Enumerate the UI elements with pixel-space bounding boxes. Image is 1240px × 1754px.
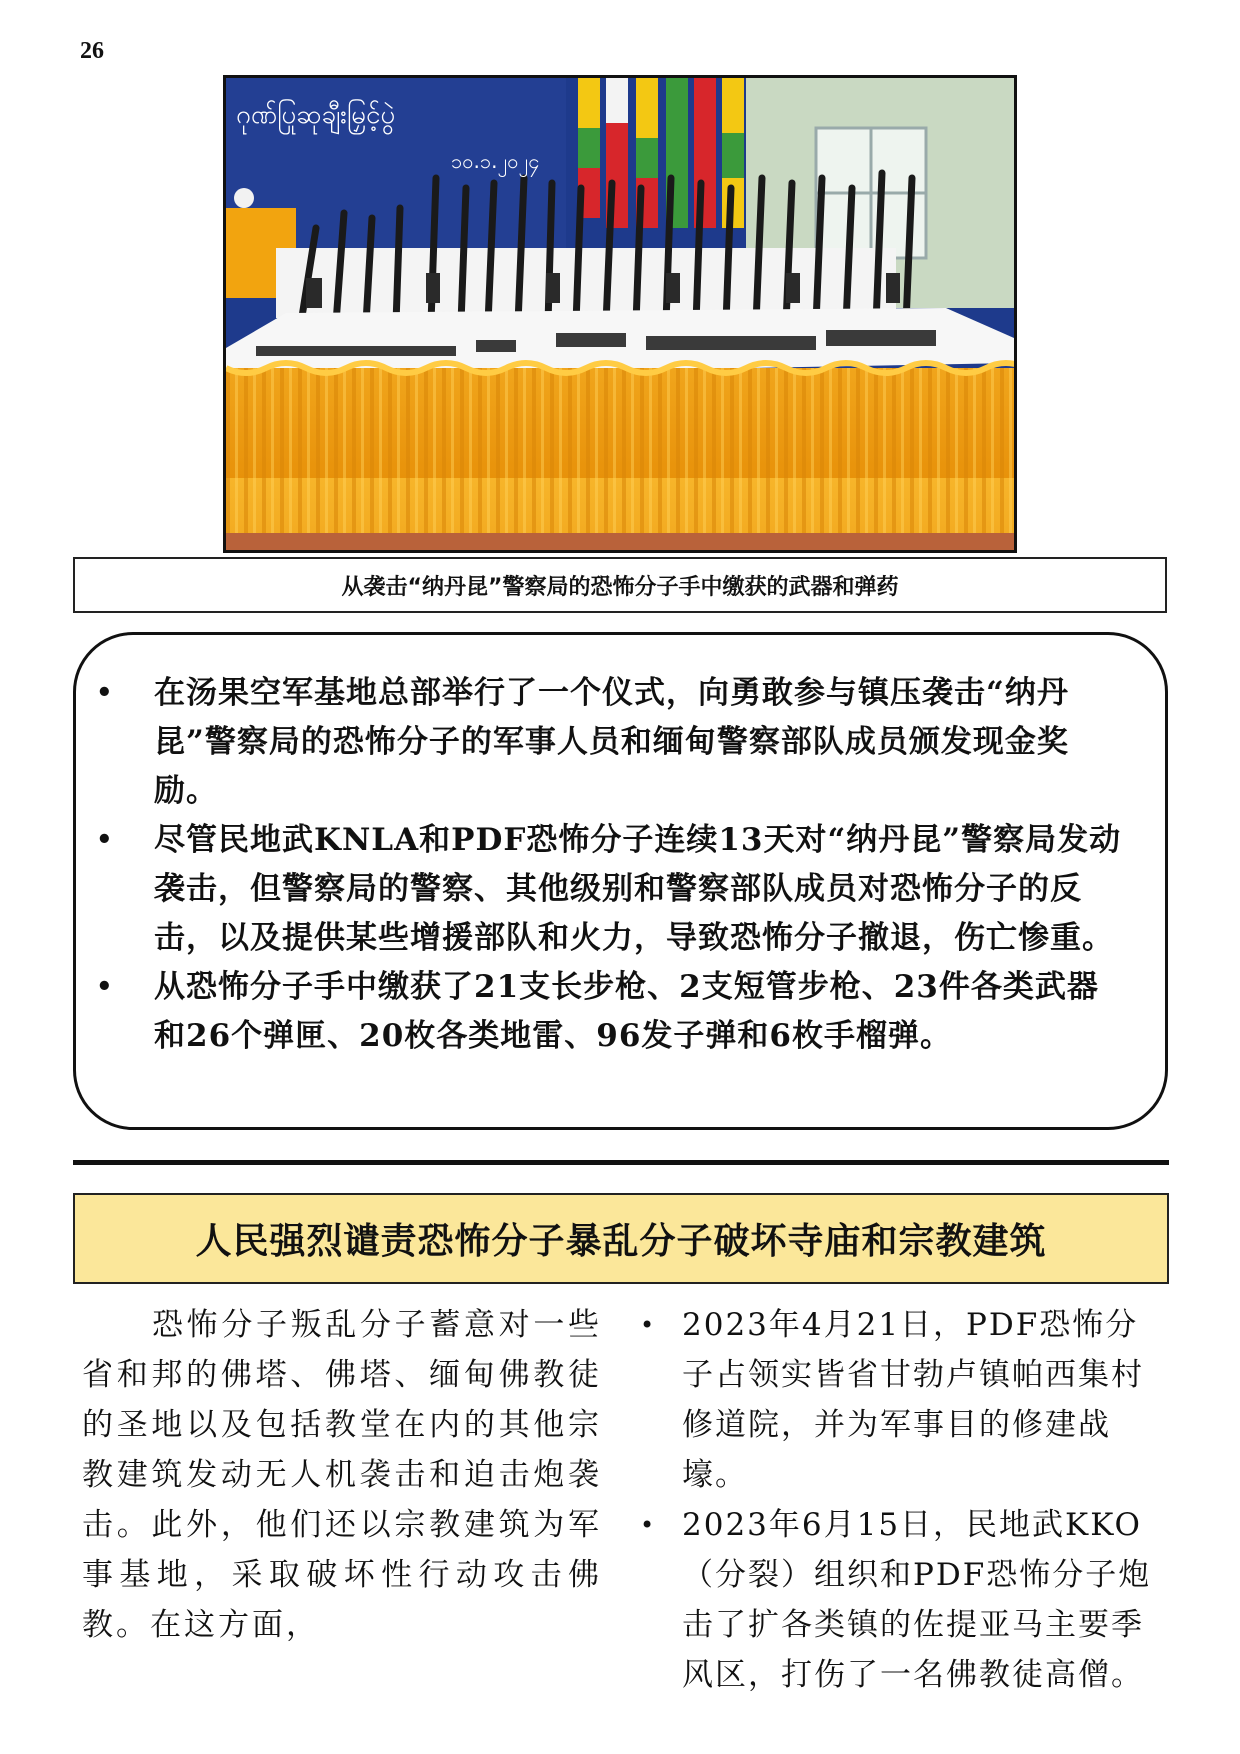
section-title-box xyxy=(73,1193,1169,1284)
right-column xyxy=(630,1300,1170,1700)
section-title: 人民强烈谴责恐怖分子暴乱分子破坏寺庙和宗教建筑 xyxy=(195,1220,1047,1262)
summary-bullet-item: • 在汤果空军基地总部举行了一个仪式，向勇敢参与镇压袭击“纳丹昆”警察局的恐怖分子的军事人员和缅甸警察部队成员颁发现金奖励。 xyxy=(136,669,1125,816)
summary-bullet-list xyxy=(136,669,1125,1061)
page-number: 26 xyxy=(80,38,104,64)
summary-bullet-item: • 从恐怖分子手中缴获了21支长步枪、2支短管步枪、23件各类武器和26个弹匣、20枚各类地雷、96发子弹和6枚手榴弹。 xyxy=(136,963,1125,1061)
summary-bullet-item: • 尽管民地武KNLA和PDF恐怖分子连续13天对“纳丹昆”警察局发动袭击，但警察局的警察、其他级别和警察部队成员对恐怖分子的反击，以及提供某些增援部队和火力，导致恐怖分子撤退，伤亡惨重。 xyxy=(136,816,1125,963)
section-divider xyxy=(73,1160,1169,1165)
photo-date-text: ၁၀.၁.၂၀၂၄ xyxy=(451,149,540,173)
incident-list xyxy=(630,1300,1170,1700)
photo-caption: 从袭击“纳丹昆”警察局的恐怖分子手中缴获的武器和弹药 xyxy=(341,574,899,600)
photo-caption-box xyxy=(73,557,1167,613)
summary-bullet-box xyxy=(73,632,1168,1130)
left-column xyxy=(82,1300,602,1650)
incident-item: • 2023年4月21日，PDF恐怖分子占领实皆省甘勃卢镇帕西集村修道院，并为军事目的修建战壕。 xyxy=(630,1300,1170,1500)
photo-banner-text: ဂုဏ်ပြုဆုချီးမြှင့်ပွဲ xyxy=(236,100,396,130)
incident-item: • 2023年6月15日，民地武KKO（分裂）组织和PDF恐怖分子炮击了扩各类镇的佐提亚马主要季风区，打伤了一名佛教徒高僧。 xyxy=(630,1500,1170,1700)
weapons-display-photo xyxy=(223,75,1017,553)
left-column-paragraph: 恐怖分子叛乱分子蓄意对一些省和邦的佛塔、佛塔、缅甸佛教徒的圣地以及包括教堂在内的其他宗教建筑发动无人机袭击和迫击炮袭击。此外，他们还以宗教建筑为军事基地，采取破坏性行动攻击佛教。在这方面， xyxy=(82,1307,602,1643)
